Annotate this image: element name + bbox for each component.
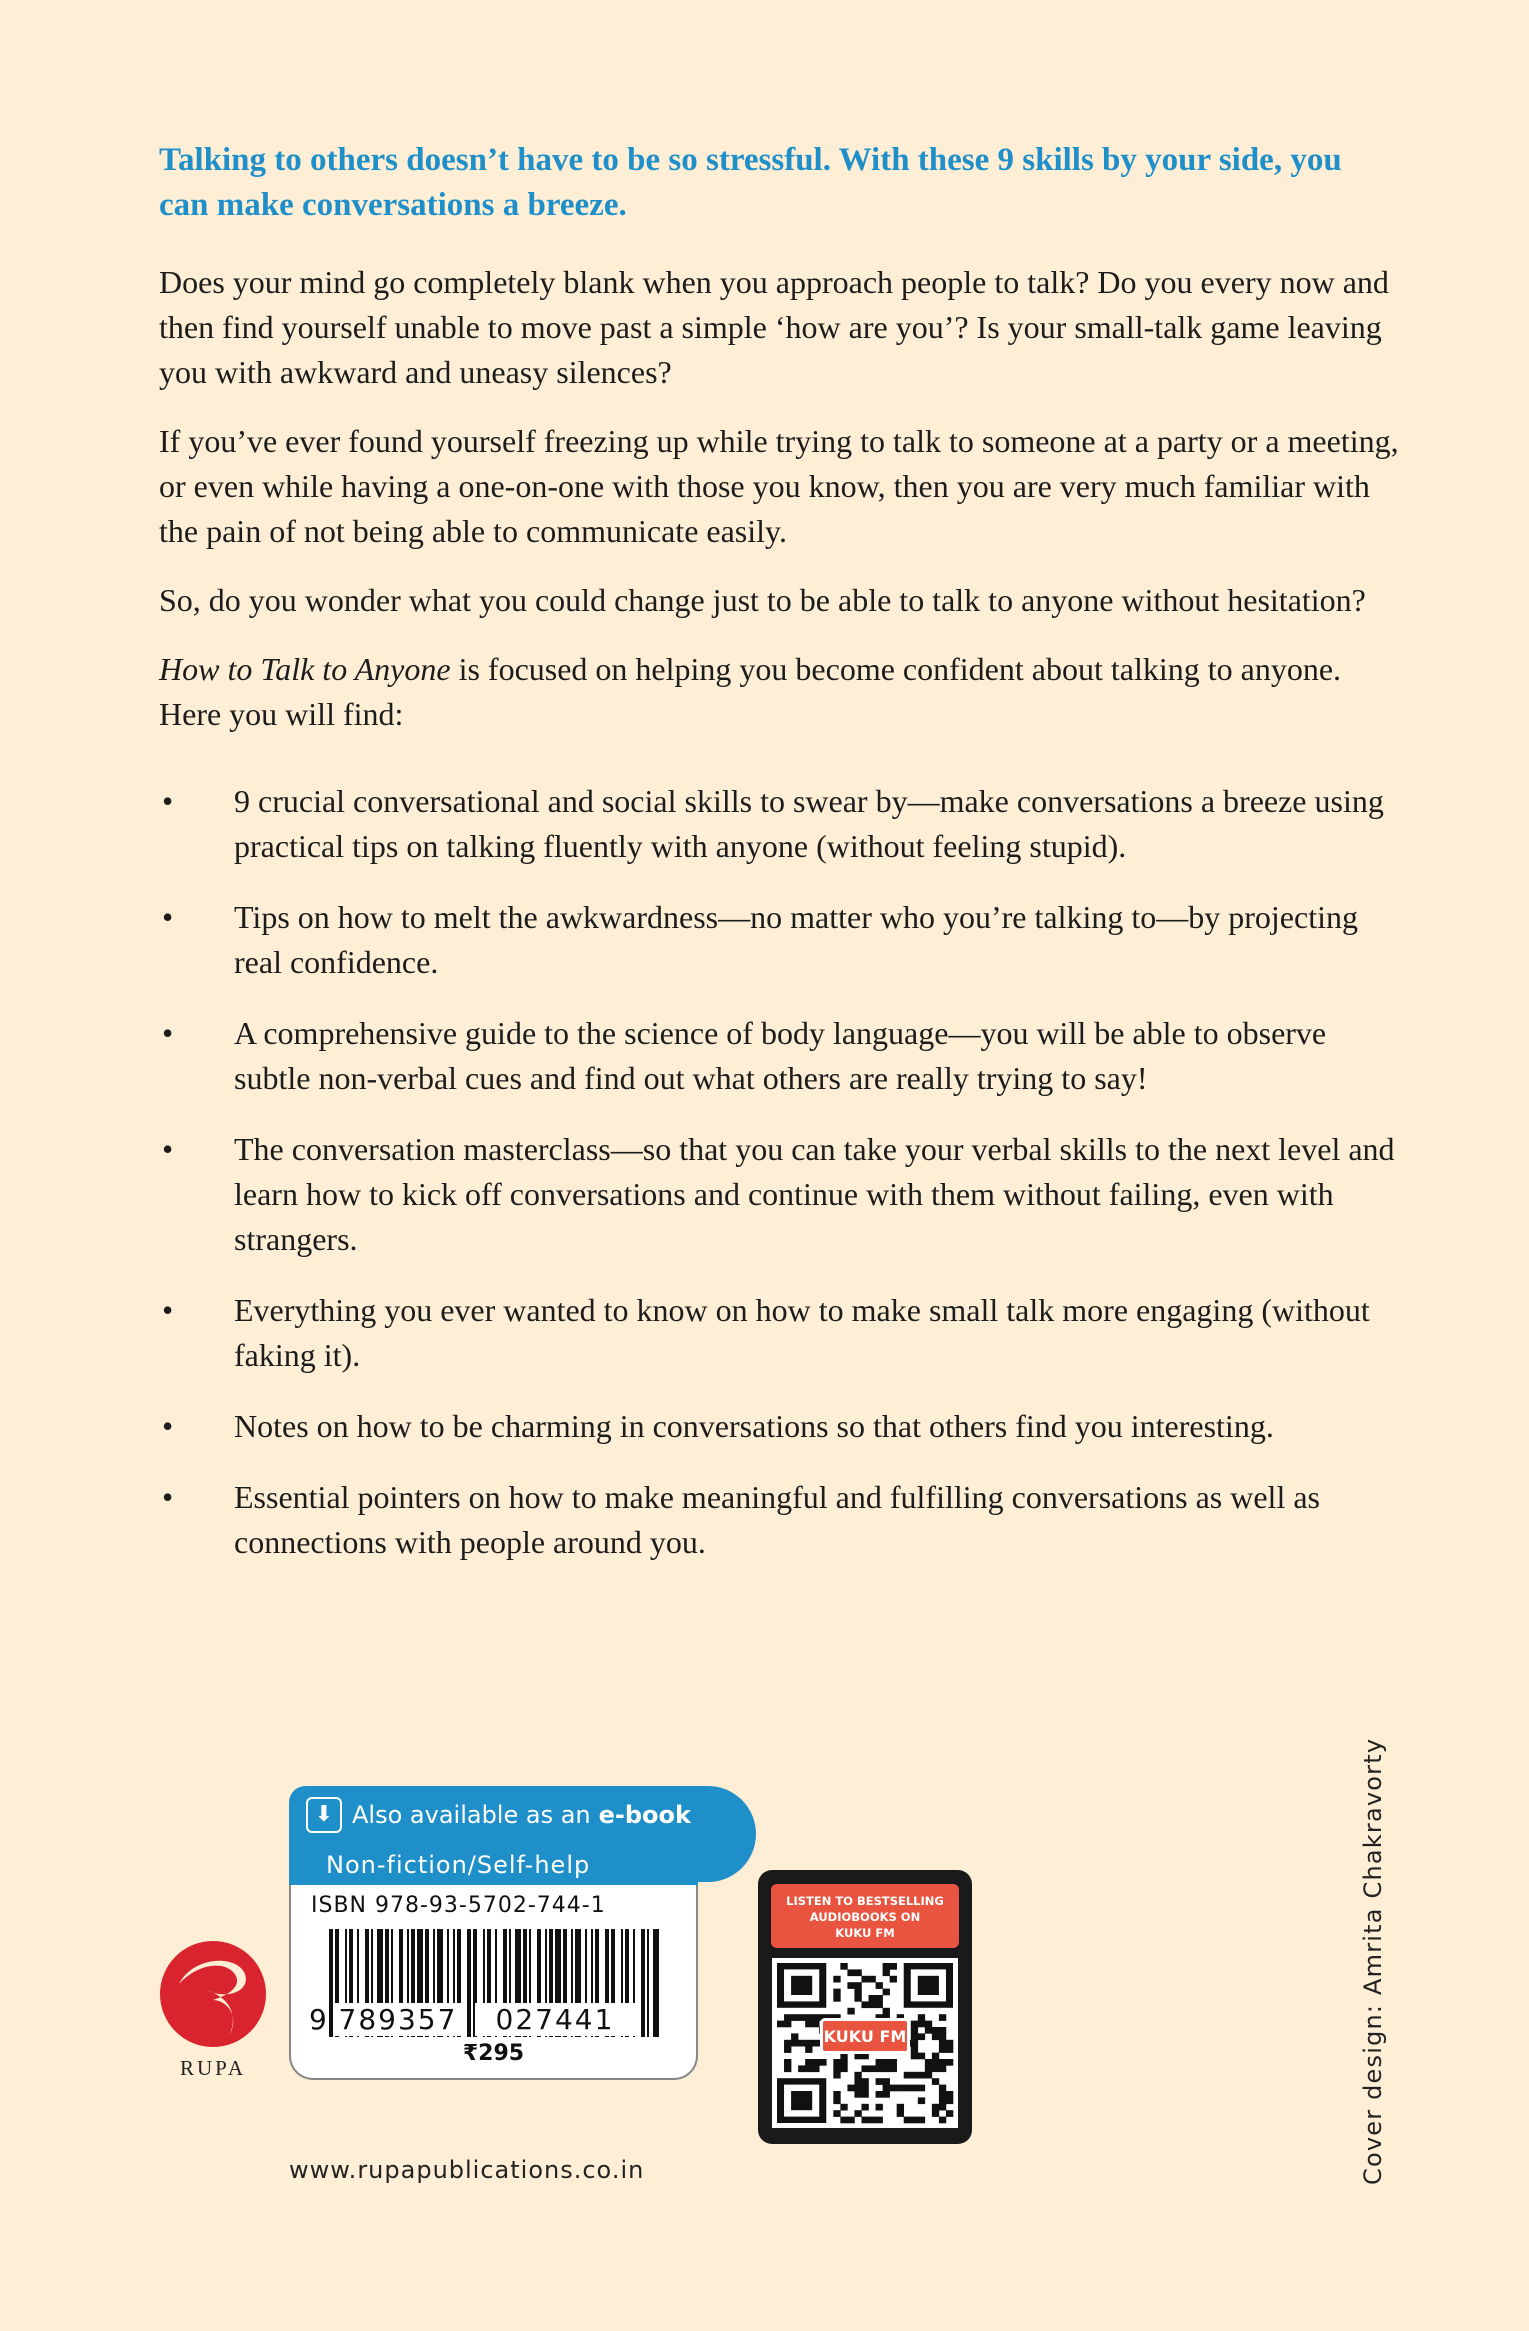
list-item: • A comprehensive guide to the science of body language—you will be able to observe subtle non-verbal cues and find out what others are really trying to say! bbox=[159, 1011, 1399, 1101]
paragraph-3: So, do you wonder what you could change just to be able to talk to anyone without hesitation? bbox=[159, 582, 1366, 618]
barcode-digits-right: 027441 bbox=[475, 2003, 635, 2036]
bullet-icon: • bbox=[162, 1131, 174, 1167]
intro-paragraph bbox=[159, 647, 1399, 737]
list-item: • The conversation masterclass—so that you can take your verbal skills to the next level and learn how to kick off conversations and continue with them without failing, even with strangers. bbox=[159, 1127, 1399, 1262]
list-item: • Essential pointers on how to make meaningful and fulfilling conversations as well as connections with people around you. bbox=[159, 1475, 1399, 1565]
list-item: • Tips on how to melt the awkwardness—no matter who you’re talking to—by projecting real confidence. bbox=[159, 895, 1399, 985]
ebook-notice bbox=[306, 1795, 691, 1835]
barcode-digit-first: 9 bbox=[309, 2003, 327, 2036]
feature-list bbox=[159, 779, 1399, 1565]
genre-label: Non-fiction/Self-help bbox=[289, 1845, 698, 1885]
bullet-icon: • bbox=[162, 1408, 174, 1444]
kuku-banner: LISTEN TO BESTSELLING AUDIOBOOKS ON KUKU FM bbox=[771, 1884, 959, 1948]
intro-text: is focused on helping you become confident about talking to anyone. Here you will find: bbox=[159, 651, 1342, 732]
book-title: How to Talk to Anyone bbox=[159, 651, 451, 687]
bullet-icon: • bbox=[162, 899, 174, 935]
website-link[interactable]: www.rupapublications.co.in bbox=[289, 2156, 645, 2184]
kuku-fm-card bbox=[758, 1870, 972, 2144]
paragraph-1: Does your mind go completely blank when you approach people to talk? Do you every now and then find yourself unable to move past a simple ‘how are you’? Is your small-talk game leaving you with awkward and uneasy silences? bbox=[159, 264, 1389, 390]
paragraph-2: If you’ve ever found yourself freezing up while trying to talk to someone at a party or a meeting, or even while having a one-on-one with those you know, then you are very much familiar with the pain of not being able to communicate easily. bbox=[159, 423, 1399, 549]
publisher-logo bbox=[158, 1940, 268, 2081]
back-cover-text bbox=[159, 138, 1399, 1591]
bullet-icon: • bbox=[162, 1292, 174, 1328]
barcode-digits-left: 789357 bbox=[335, 2003, 461, 2036]
tagline: Talking to others doesn’t have to be so stressful. With these 9 skills by your side, you can make conversations a breeze. bbox=[159, 142, 1342, 223]
bullet-icon: • bbox=[162, 1479, 174, 1515]
cover-design-credit: Cover design: Amrita Chakravorty bbox=[1359, 1737, 1387, 2185]
kuku-fm-logo: KUKU FM bbox=[820, 2018, 910, 2054]
price: ₹295 bbox=[462, 2041, 525, 2066]
ebook-text: Also available as an bbox=[352, 1801, 591, 1829]
publisher-name: RUPA bbox=[179, 2056, 247, 2080]
isbn-text: ISBN 978-93-5702-744-1 bbox=[311, 1893, 606, 1918]
ebook-highlight: e-book bbox=[598, 1801, 691, 1829]
download-icon: ⬇ bbox=[306, 1797, 342, 1833]
barcode-panel bbox=[289, 1885, 698, 2080]
list-item: • 9 crucial conversational and social skills to swear by—make conversations a breeze using practical tips on talking fluently with anyone (without feeling stupid). bbox=[159, 779, 1399, 869]
bullet-icon: • bbox=[162, 783, 174, 819]
bullet-icon: • bbox=[162, 1015, 174, 1051]
list-item: • Everything you ever wanted to know on how to make small talk more engaging (without faking it). bbox=[159, 1288, 1399, 1378]
rupa-logo-icon bbox=[159, 1940, 267, 2048]
list-item: • Notes on how to be charming in conversations so that others find you interesting. bbox=[159, 1404, 1399, 1449]
